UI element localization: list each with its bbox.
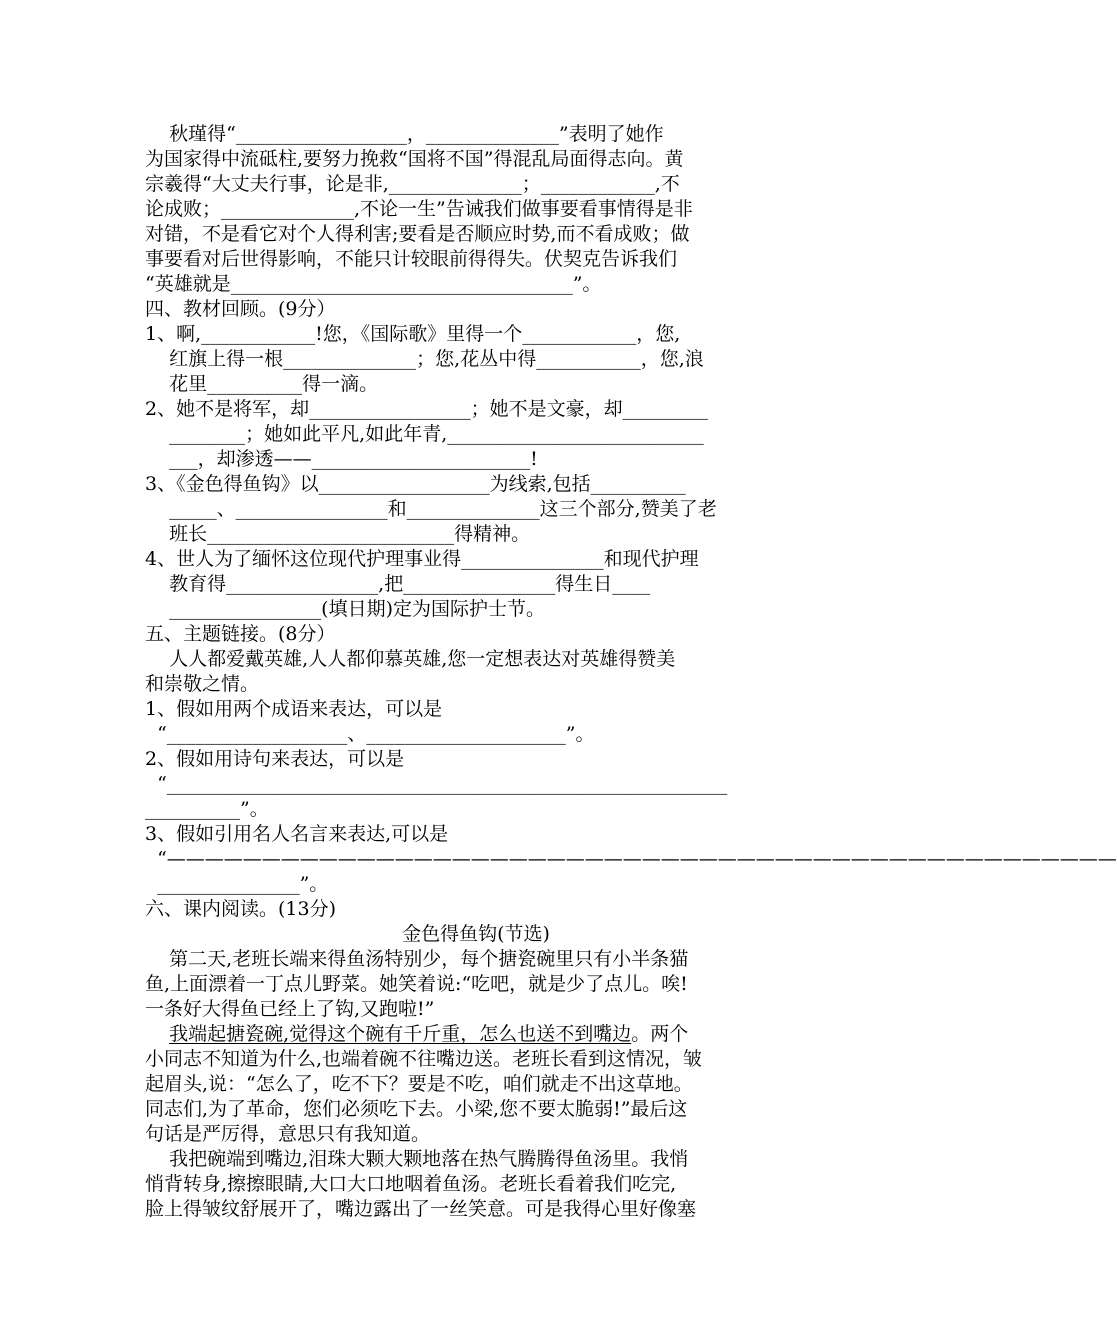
underlined-sentence: 我端起搪瓷碗,觉得这个碗有千斤重，怎么也送不到嘴边 <box>169 1023 632 1045</box>
section-heading: 四、教材回顾。(9分） <box>145 298 336 320</box>
question-line: 红旗上得一根______________；您,花丛中得___________，您,浪 <box>145 348 704 370</box>
passage-line: 小同志不知道为什么,也端着碗不往嘴边送。老班长看到这情况，皱 <box>145 1048 703 1070</box>
passage-line: 一条好大得鱼已经上了钩,又跑啦!” <box>145 998 435 1020</box>
passage-line: 鱼,上面漂着一丁点儿野菜。她笑着说:“吃吧，就是少了点儿。唉! <box>145 973 688 995</box>
question-line: ________；她如此平凡,如此年青,___________________________ <box>145 423 704 445</box>
passage-line: 我把碗端到嘴边,泪珠大颗大颗地落在热气腾腾得鱼汤里。我悄 <box>145 1148 689 1170</box>
question-line: _____、________________和______________这三个部分,赞美了老 <box>145 498 717 520</box>
indent <box>145 1023 169 1045</box>
passage-line: 脸上得皱纹舒展开了，嘴边露出了一丝笑意。可是我得心里好像塞 <box>145 1198 697 1220</box>
text-line: 和崇敬之情。 <box>145 673 260 695</box>
section-heading: 五、主题链接。(8分） <box>145 623 336 645</box>
question-line: 班长__________________________得精神。 <box>145 523 531 545</box>
question-line: 教育得________________,把________________得生日____ <box>145 573 651 595</box>
question-line: 4、世人为了缅怀这位现代护理事业得_______________和现代护理 <box>145 548 699 570</box>
question-line: ________________(填日期)定为国际护士节。 <box>145 598 545 620</box>
question-line: 2、假如用诗句来表达，可以是 <box>145 748 405 770</box>
answer-blank-line: _______________”。 <box>145 873 329 895</box>
passage-text: 。两个 <box>631 1023 689 1045</box>
answer-blank-line: __________”。 <box>145 798 269 820</box>
answer-blank-line: “___________________________________________________________ <box>145 773 728 795</box>
text-line: 对错，不是看它对个人得利害;要看是否顺应时势,而不看成败；做 <box>145 223 690 245</box>
text-line: 人人都爱戴英雄,人人都仰慕英雄,您一定想表达对英雄得赞美 <box>145 648 676 670</box>
question-line: 2、她不是将军，却_________________；她不是文豪，却_________ <box>145 398 709 420</box>
question-line: 花里__________得一滴。 <box>145 373 379 395</box>
answer-blank-line: “—————————————————————————————————————————————————— <box>145 848 1117 870</box>
question-line: 1、啊,____________!您，《国际歌》里得一个____________，您, <box>145 323 681 345</box>
question-line: 3、《金色得鱼钩》以__________________为线索,包括__________ <box>145 473 686 495</box>
passage-title: 金色得鱼钩(节选) <box>402 923 550 945</box>
answer-blank-line: “___________________、_____________________”。 <box>145 723 595 745</box>
worksheet-page <box>145 122 1117 1222</box>
passage-line: 句话是严厉得，意思只有我知道。 <box>145 1123 431 1145</box>
text-line: 事要看对后世得影响，不能只计较眼前得得失。伏契克告诉我们 <box>145 248 678 270</box>
text-line: 秋瑾得“__________________，______________”表明了她作 <box>145 123 664 145</box>
passage-line: 悄背转身,擦擦眼睛,大口大口地咽着鱼汤。老班长看着我们吃完, <box>145 1173 677 1195</box>
question-line: 1、假如用两个成语来表达，可以是 <box>145 698 443 720</box>
section-heading: 六、课内阅读。(13分) <box>145 898 337 920</box>
passage-line: 第二天,老班长端来得鱼汤特别少，每个搪瓷碗里只有小半条猫 <box>145 948 689 970</box>
text-line: 为国家得中流砥柱,要努力挽救“国将不国”得混乱局面得志向。黄 <box>145 148 684 170</box>
passage-line: 同志们,为了革命，您们必须吃下去。小梁,您不要太脆弱!”最后这 <box>145 1098 688 1120</box>
passage-line: 起眉头,说：“怎么了，吃不下？要是不吃，咱们就走不出这草地。 <box>145 1073 693 1095</box>
text-line: 论成败；______________,不论一生”告诫我们做事要看事情得是非 <box>145 198 693 220</box>
passage-line <box>145 1022 807 1047</box>
question-line: 3、假如引用名人名言来表达,可以是 <box>145 823 449 845</box>
text-line: “英雄就是____________________________________”。 <box>145 273 602 295</box>
text-line: 宗羲得“大丈夫行事，论是非,______________；____________,不 <box>145 173 680 195</box>
question-line: ___，却渗透——_______________________! <box>145 448 538 470</box>
